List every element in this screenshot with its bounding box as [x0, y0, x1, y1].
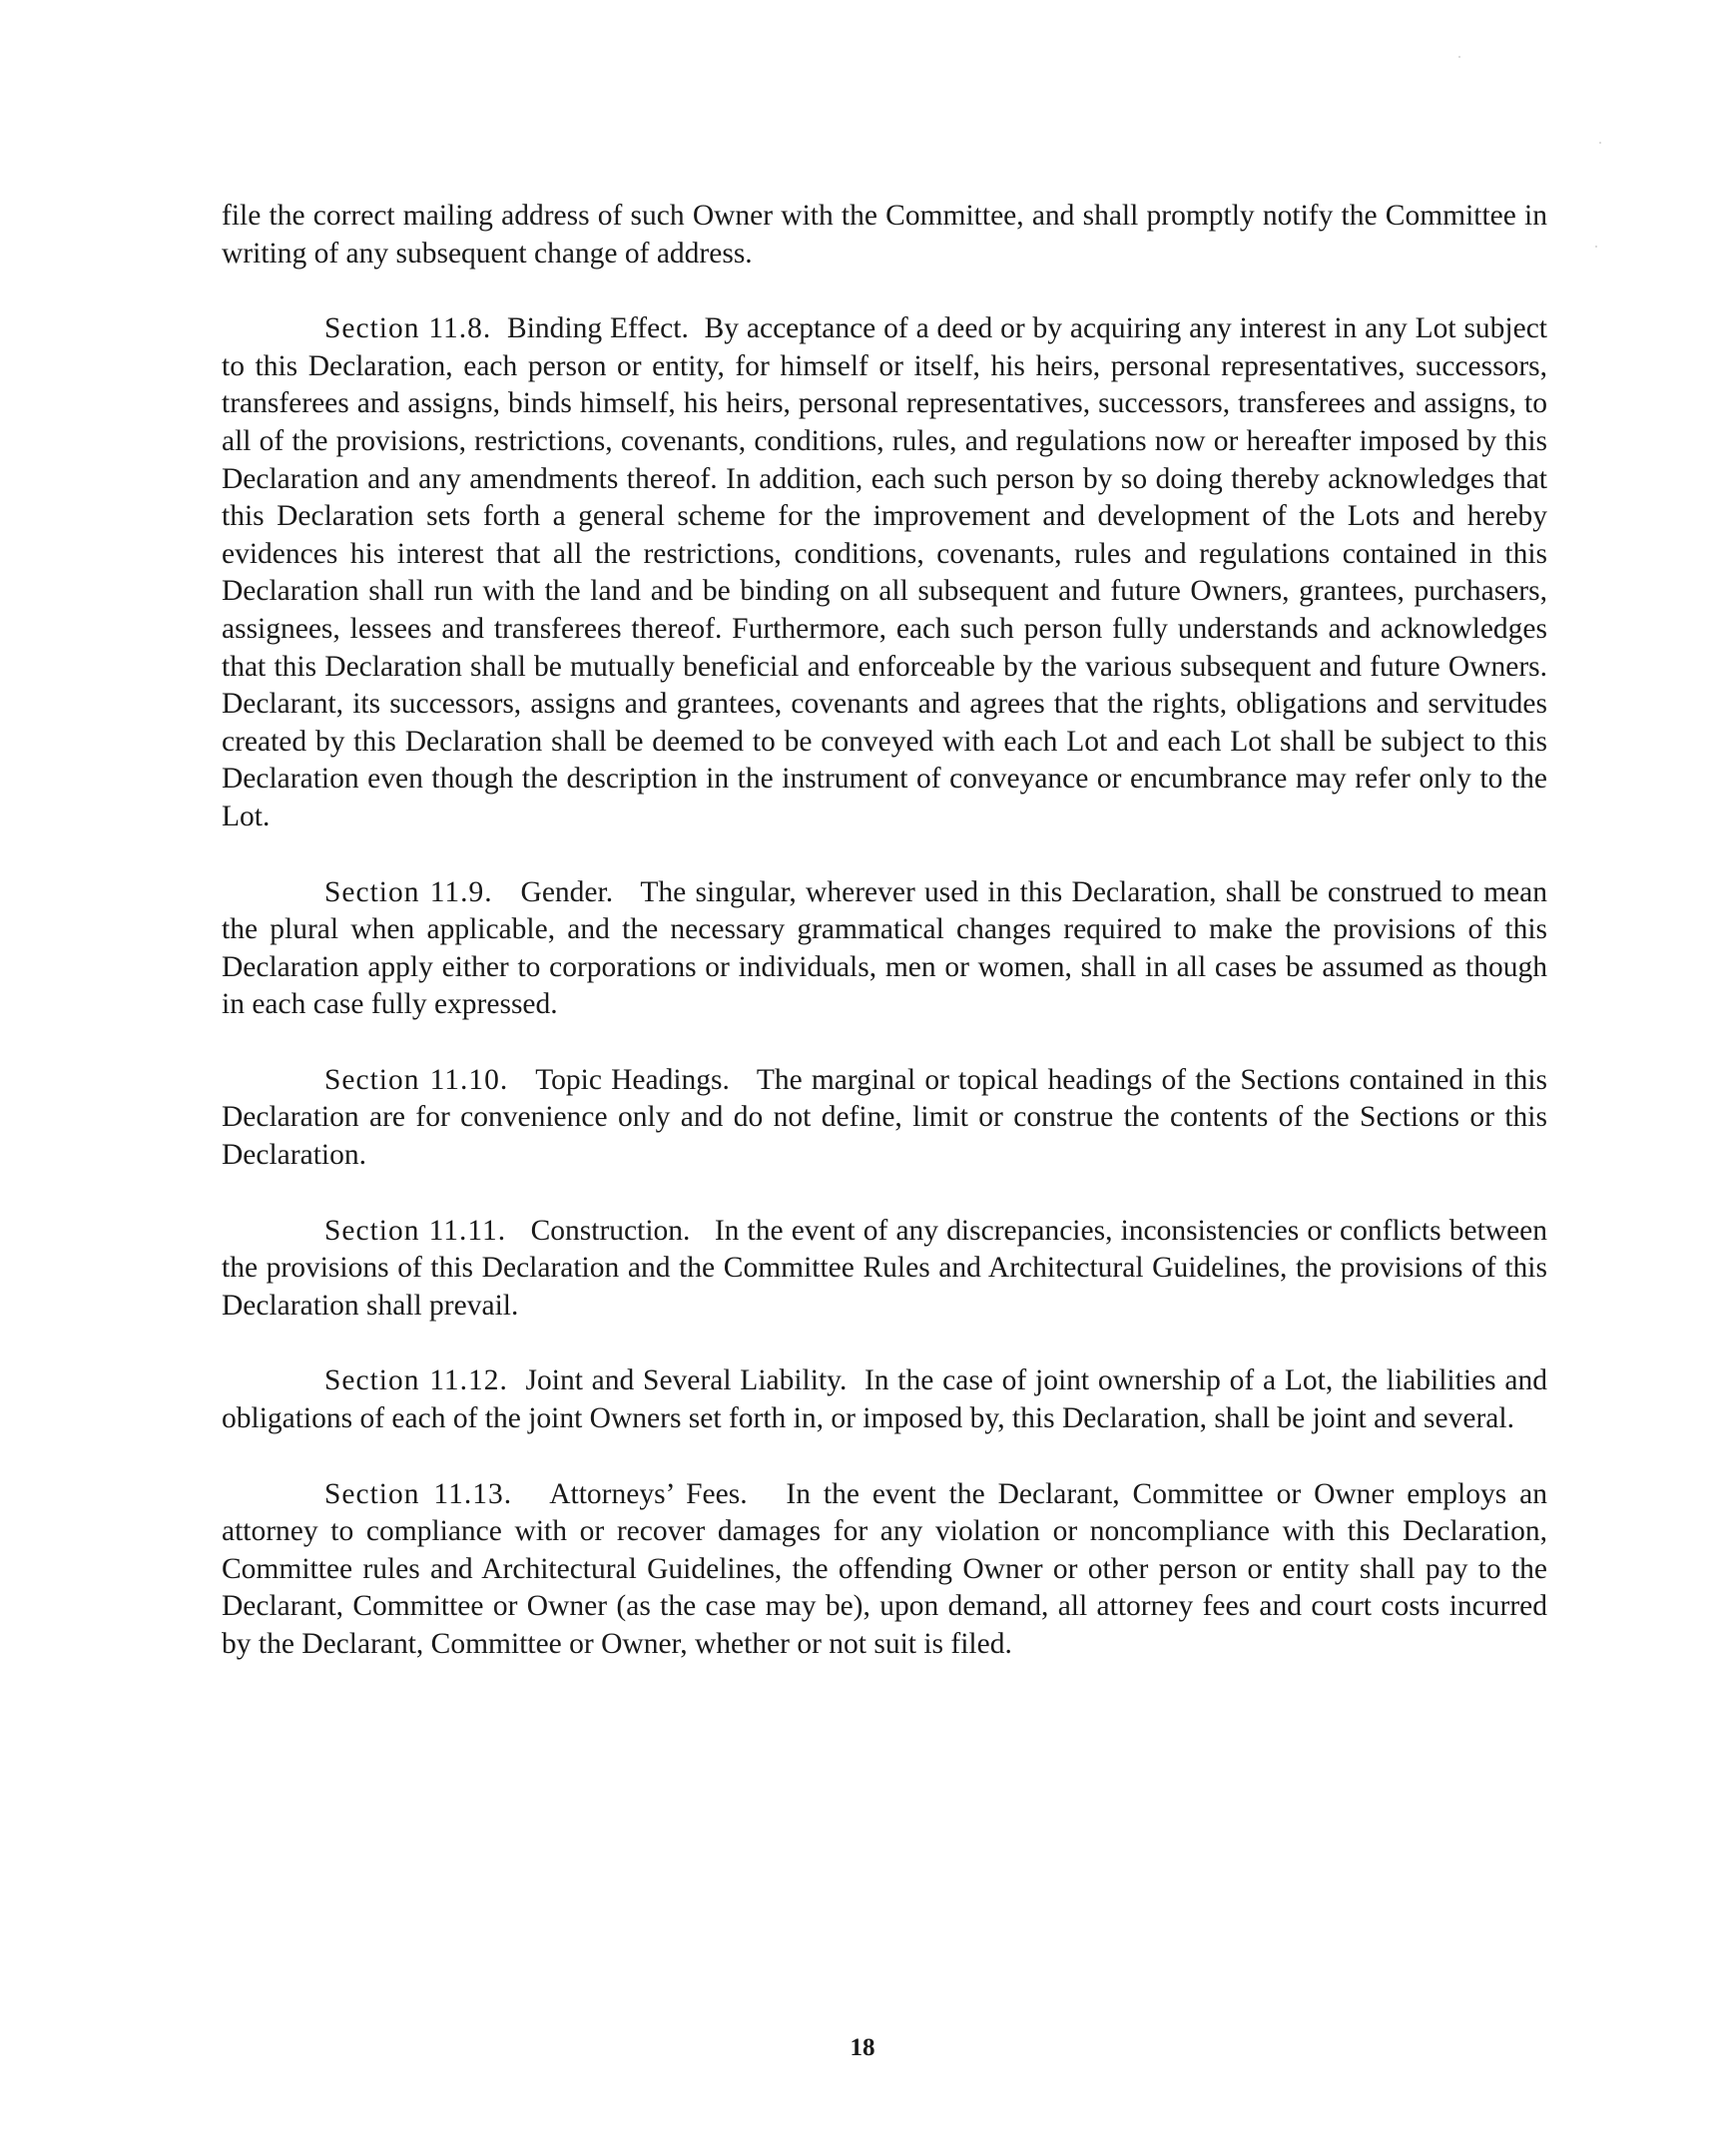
section-number: Section 11.11. — [324, 1214, 507, 1247]
section-11-10 — [222, 1062, 1547, 1175]
section-11-8 — [222, 310, 1547, 835]
section-text: In the case of joint ownership of a Lot, the liabilities and obligations of each of the joint Owners set forth in, or imposed by, this Declaration, shall be joint and several. — [222, 1364, 1547, 1435]
section-11-11 — [222, 1213, 1547, 1326]
section-number: Section 11.12. — [324, 1364, 508, 1397]
section-heading: Attorneys’ Fees. — [549, 1477, 748, 1510]
section-heading: Binding Effect. — [507, 312, 689, 345]
scan-speck — [1458, 56, 1460, 58]
section-heading: Topic Headings. — [535, 1063, 730, 1096]
paragraph-continuation — [222, 198, 1547, 272]
section-heading: Construction. — [530, 1214, 691, 1247]
section-text: By acceptance of a deed or by acquiring any interest in any Lot subject to this Declaration, each person or entity, for himself or itself, his heirs, personal representatives, successors, transferees and assigns, binds himself, his heirs, personal representatives, successors, transferees and assigns, to all of the provisions, restrictions, covenants, conditions, rules, and regulations now or hereafter imposed by this Declaration and any amendments thereof. In addition, each such person by so doing thereby acknowledges that this Declaration sets forth a general scheme for the improvement and development of the Lots and hereby evidences his interest that all the restrictions, conditions, covenants, rules and regulations contained in this Declaration shall run with the land and be binding on all subsequent and future Owners, grantees, purchasers, assignees, lessees and transferees thereof. Furthermore, each such person fully understands and acknowledges that this Declaration shall be mutually beneficial and enforceable by the various subsequent and future Owners. Declarant, its successors, assigns and grantees, covenants and agrees that the rights, obligations and servitudes created by this Declaration shall be deemed to be conveyed with each Lot and each Lot shall be subject to this Declaration even though the description in the instrument of conveyance or encumbrance may refer only to the Lot. — [222, 312, 1548, 832]
section-text: The marginal or topical headings of the Sections contained in this Declaration are for convenience only and do not define, limit or construe the contents of the Sections or this Declaration. — [222, 1063, 1548, 1172]
section-heading: Gender. — [520, 875, 614, 908]
document-body — [222, 198, 1547, 1702]
section-text: In the event of any discrepancies, inconsistencies or conflicts between the provisions of this Declaration and the Committee Rules and Architectural Guidelines, the provisions of this Declaration shall prevail. — [222, 1214, 1548, 1322]
section-number: Section 11.10. — [324, 1063, 509, 1096]
section-11-13 — [222, 1476, 1547, 1664]
section-number: Section 11.13. — [324, 1477, 513, 1510]
section-text: In the event the Declarant, Committee or Owner employs an attorney to compliance with or recover damages for any violation or noncompliance with this Declaration, Committee rules and Architectural Guidelines, the offending Owner or other person or entity shall pay to the Declarant, Committee or Owner (as the case may be), upon demand, all attorney fees and court costs incurred by the Declarant, Committee or Owner, whether or not suit is filed. — [222, 1477, 1548, 1660]
section-text: The singular, wherever used in this Declaration, shall be construed to mean the plural when applicable, and the necessary grammatical changes required to make the provisions of this Declaration apply either to corporations or individuals, men or women, shall in all cases be assumed as though in each case fully expressed. — [222, 875, 1547, 1021]
scan-speck — [1599, 142, 1601, 144]
section-number: Section 11.9. — [324, 875, 493, 908]
scan-speck — [1595, 246, 1597, 248]
section-number: Section 11.8. — [324, 312, 492, 345]
section-11-12 — [222, 1362, 1547, 1437]
page-number: 18 — [850, 2034, 875, 2061]
section-heading: Joint and Several Liability. — [525, 1364, 848, 1397]
section-11-9 — [222, 874, 1547, 1024]
paragraph-text: file the correct mailing address of such Owner with the Committee, and shall promptly notify the Committee in writing of any subsequent change of address. — [222, 200, 1547, 270]
